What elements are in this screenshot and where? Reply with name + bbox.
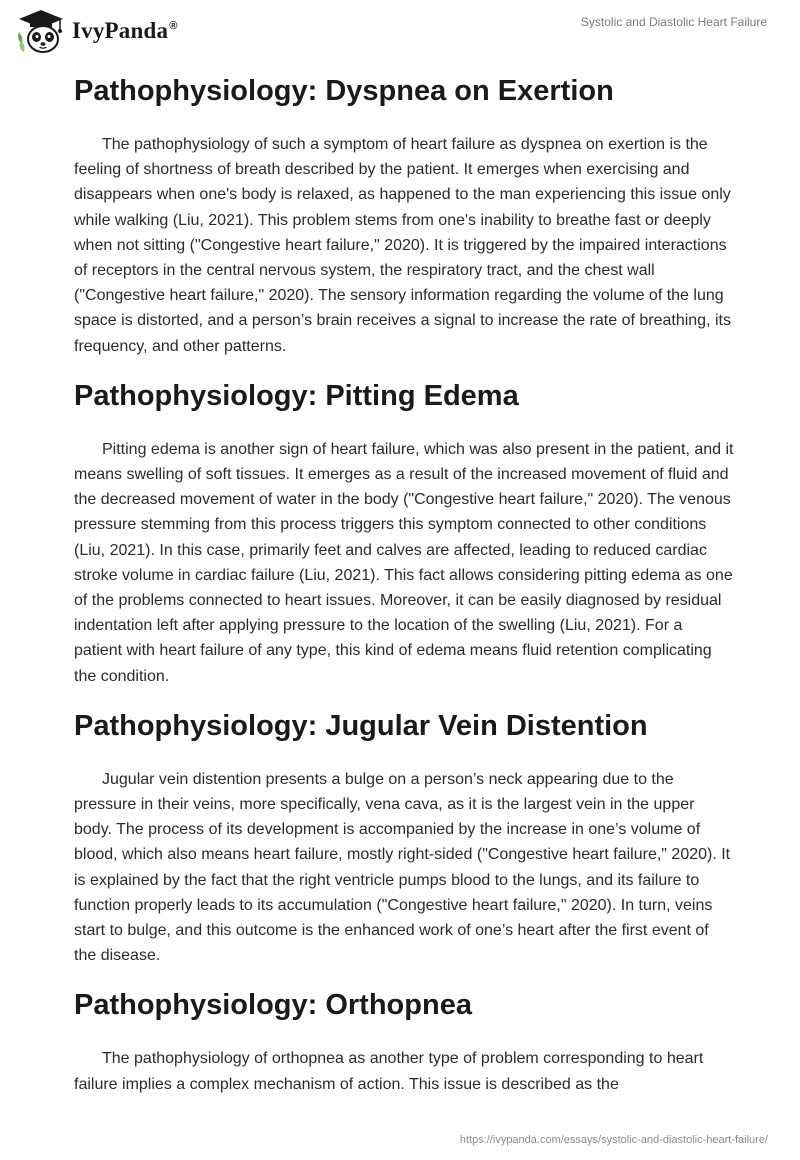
section-heading: Pathophysiology: Jugular Vein Distention — [74, 709, 648, 742]
section-paragraph: The pathophysiology of orthopnea as another type of problem corresponding to heart failure implies a complex mechanism of action. This issue is described as the — [74, 1050, 704, 1093]
section-dyspnea — [74, 70, 734, 359]
source-url-link[interactable]: https://ivypanda.com/essays/systolic-and-diastolic-heart-failure/ — [459, 1134, 768, 1146]
section-paragraph: Pitting edema is another sign of heart failure, which was also present in the patient, and it means swelling of soft tissues. It emerges as a result of the increased movement of fluid and the decreased movement of water in the body ("Congestive heart failure," 2020). The venous pressure stemming from this process triggers this symptom connected to other conditions (Liu, 2021). In this case, primarily feet and calves are affected, leading to reduced cardiac stroke volume in cardiac failure (Liu, 2021). This fact allows considering pitting edema as one of the problems connected to heart issues. Moreover, it can be easily diagnosed by residual indentation left after applying pressure to the location of the swelling (Liu, 2021). For a patient with heart failure of any type, this kind of edema means fluid retention complicating the condition. — [74, 440, 734, 685]
section-jugular-vein — [74, 705, 734, 969]
ivypanda-logo[interactable] — [16, 8, 178, 54]
section-paragraph: The pathophysiology of such a symptom of heart failure as dyspnea on exertion is the feeling of shortness of breath described by the patient. It emerges when exercising and disappears when one's body is relaxed, as happened to the man experiencing this issue only while walking (Liu, 2021). This problem stems from one's inability to breathe fast or deeply when not sitting ("Congestive heart failure," 2020). It is triggered by the impaired interactions of receptors in the central nervous system, the respiratory tract, and the chest wall ("Congestive heart failure," 2020). The sensory information regarding the volume of the lung space is distorted, and a person’s brain receives a signal to increase the rate of breathing, its frequency, and other patterns. — [74, 136, 731, 355]
section-orthopnea — [74, 984, 734, 1096]
logo-text: IvyPanda® — [72, 18, 178, 43]
panda-graduation-cap-icon — [16, 8, 66, 54]
document-title: Systolic and Diastolic Heart Failure — [580, 15, 767, 29]
section-heading: Pathophysiology: Pitting Edema — [74, 379, 519, 412]
section-heading: Pathophysiology: Orthopnea — [74, 989, 472, 1022]
section-pitting-edema — [74, 375, 734, 689]
section-paragraph: Jugular vein distention presents a bulge on a person’s neck appearing due to the pressure in their veins, more specifically, vena cava, as it is the largest vein in the upper body. The process of its development is accompanied by the increase in one’s volume of blood, which also means heart failure, mostly right-sided ("Congestive heart failure," 2020). It is explained by the fact that the right ventricle pumps blood to the lungs, and its failure to function properly leads to its accumulation ("Congestive heart failure," 2020). In turn, veins start to bulge, and this outcome is the enhanced work of one’s heart after the first event of the disease. — [74, 770, 731, 965]
page-header — [0, 0, 800, 60]
section-heading: Pathophysiology: Dyspnea on Exertion — [74, 75, 614, 107]
essay-content — [74, 70, 734, 1097]
